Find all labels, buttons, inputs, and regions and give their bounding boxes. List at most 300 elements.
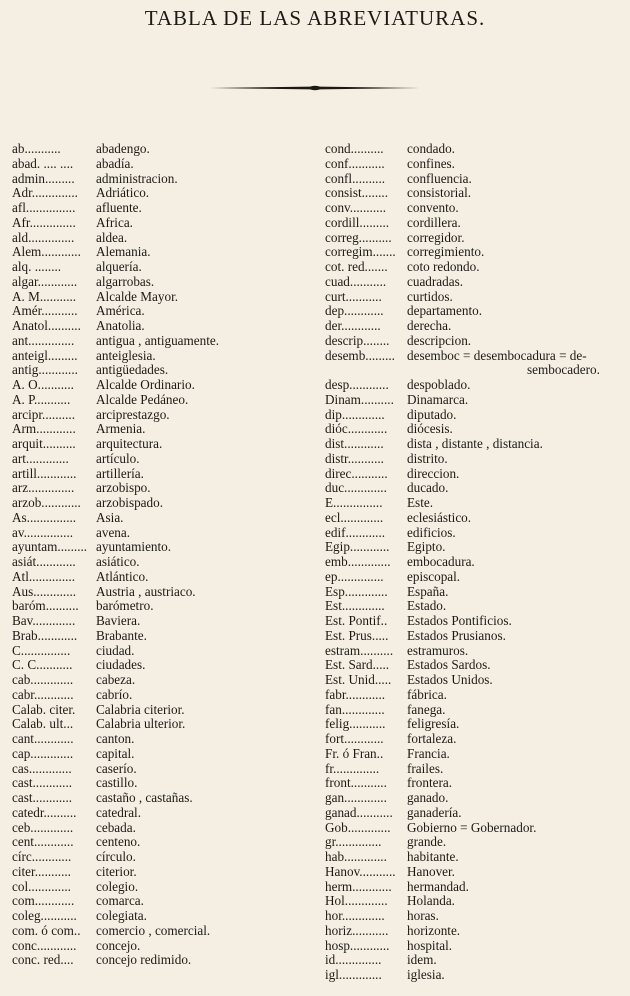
abbreviation-entry bbox=[325, 939, 625, 954]
abbreviation-expansion: capital. bbox=[96, 745, 135, 761]
abbreviation-expansion: artillería. bbox=[96, 465, 144, 481]
abbreviation-expansion: frailes. bbox=[407, 760, 444, 776]
abbreviation: arcipr.......... bbox=[12, 407, 75, 422]
abbreviation-entry bbox=[12, 481, 312, 496]
abbreviation: Hanov........... bbox=[325, 864, 396, 879]
abbreviation-expansion: cordillera. bbox=[407, 214, 461, 230]
abbreviation: confl.......... bbox=[325, 171, 386, 186]
abbreviation: Est. Unid..... bbox=[325, 673, 392, 687]
abbreviation-entry bbox=[12, 304, 312, 319]
abbreviation-entry bbox=[325, 850, 625, 865]
abbreviation-entry bbox=[12, 762, 312, 777]
abbreviation: citer........... bbox=[12, 864, 71, 879]
abbreviation-expansion: artículo. bbox=[96, 450, 140, 466]
abbreviation-expansion: Alcalde Pedáneo. bbox=[96, 391, 189, 407]
abbreviation-expansion: episcopal. bbox=[407, 568, 461, 584]
abbreviation-entry bbox=[12, 467, 312, 482]
abbreviation-expansion: corregimiento. bbox=[407, 244, 485, 260]
abbreviation-entry bbox=[325, 201, 625, 216]
abbreviation: baróm.......... bbox=[12, 599, 79, 614]
abbreviation-entry bbox=[12, 570, 312, 585]
abbreviation-entry bbox=[12, 408, 312, 423]
abbreviation-expansion: diócesis. bbox=[407, 421, 453, 437]
abbreviation: Arm............ bbox=[12, 422, 76, 437]
abbreviation: Egip............ bbox=[325, 540, 390, 555]
abbreviation: afl............... bbox=[12, 201, 76, 215]
abbreviation: cap............. bbox=[12, 746, 74, 761]
abbreviation-entry bbox=[12, 865, 312, 880]
abbreviation-entry bbox=[325, 467, 625, 482]
abbreviation: Anatol.......... bbox=[12, 319, 81, 333]
abbreviation-entry bbox=[12, 334, 312, 349]
abbreviation-expansion: ganado. bbox=[407, 790, 449, 805]
abbreviation-expansion: Alcalde Mayor. bbox=[96, 288, 179, 304]
abbreviation: emb............. bbox=[325, 555, 391, 569]
abbreviation: Est. Prus..... bbox=[325, 628, 389, 643]
abbreviation-entry bbox=[325, 334, 625, 349]
abbreviation-expansion: curtidos. bbox=[407, 288, 453, 304]
abbreviation-entry bbox=[12, 540, 312, 555]
abbreviation-entry bbox=[325, 496, 625, 511]
abbreviation-expansion: algarrobas. bbox=[96, 273, 155, 289]
abbreviation: E............... bbox=[325, 496, 383, 510]
abbreviation-entry bbox=[12, 791, 312, 806]
abbreviation: felig........... bbox=[325, 717, 386, 732]
abbreviation-expansion: arzobispo. bbox=[96, 480, 151, 496]
abbreviation-expansion: antigüedades. bbox=[96, 362, 169, 378]
abbreviation: art............. bbox=[12, 451, 69, 466]
abbreviation: antig............ bbox=[12, 363, 78, 378]
abbreviation-expansion: administracion. bbox=[96, 170, 178, 186]
abbreviation-expansion: distrito. bbox=[407, 450, 448, 466]
abbreviation-entry bbox=[12, 526, 312, 541]
abbreviation: der............ bbox=[325, 319, 381, 333]
abbreviation-expansion: feligresía. bbox=[407, 716, 460, 732]
abbreviation-entry bbox=[325, 821, 625, 836]
abbreviation: arquit.......... bbox=[12, 437, 76, 451]
abbreviation-expansion: dista , distante , distancia. bbox=[407, 436, 543, 451]
abbreviation: fabr............ bbox=[325, 687, 386, 702]
abbreviation-entry bbox=[325, 894, 625, 909]
abbreviation-expansion: ganadería. bbox=[407, 804, 462, 820]
abbreviation: Dinam.......... bbox=[325, 392, 394, 407]
abbreviation-expansion: abadengo. bbox=[96, 141, 150, 156]
abbreviation-expansion: direccion. bbox=[407, 465, 460, 481]
abbreviation-expansion: ciudades. bbox=[96, 657, 146, 673]
abbreviation-entry bbox=[12, 393, 312, 408]
abbreviation: As............... bbox=[12, 510, 77, 525]
abbreviation-entry bbox=[12, 688, 312, 703]
abbreviation-expansion: condado. bbox=[407, 141, 455, 156]
abbreviation-expansion: ciudad. bbox=[96, 642, 135, 658]
abbreviation: dep............ bbox=[325, 304, 384, 319]
abbreviation-entry bbox=[325, 953, 625, 968]
abbreviation: anteigl......... bbox=[12, 348, 78, 363]
abbreviation-entry bbox=[325, 658, 625, 673]
abbreviation-entry bbox=[325, 835, 625, 850]
abbreviation-expansion: colegio. bbox=[96, 878, 139, 894]
abbreviation: C. C........... bbox=[12, 658, 73, 673]
abbreviation-entry bbox=[325, 540, 625, 555]
abbreviation: Fr. ó Fran.. bbox=[325, 746, 384, 761]
abbreviation-entry bbox=[12, 363, 312, 378]
abbreviation-expansion: despoblado. bbox=[407, 377, 471, 392]
title-divider-ornament bbox=[210, 84, 420, 92]
abbreviation-entry bbox=[325, 526, 625, 541]
abbreviation: Brab............ bbox=[12, 628, 78, 643]
abbreviation: admin......... bbox=[12, 171, 75, 186]
abbreviation-entry bbox=[12, 511, 312, 526]
abbreviation-expansion: eclesiástico. bbox=[407, 509, 472, 525]
abbreviation-expansion: grande. bbox=[407, 834, 447, 850]
abbreviation-entry bbox=[12, 703, 312, 718]
abbreviation-expansion: colegiata. bbox=[96, 908, 147, 923]
abbreviation-expansion: comarca. bbox=[96, 893, 144, 909]
abbreviation-entry bbox=[325, 231, 625, 246]
abbreviation-entry bbox=[12, 142, 312, 157]
abbreviation-expansion: Este. bbox=[407, 495, 434, 510]
abbreviation-entry bbox=[325, 216, 625, 231]
abbreviation: conf........... bbox=[325, 156, 385, 171]
abbreviation-expansion: horizonte. bbox=[407, 922, 461, 938]
abbreviation-expansion: cabrío. bbox=[96, 686, 133, 702]
abbreviation-entry bbox=[325, 157, 625, 172]
abbreviation-entry bbox=[325, 260, 625, 275]
abbreviation: Atl.............. bbox=[12, 569, 76, 584]
abbreviation-expansion-continuation: sembocadero. bbox=[527, 362, 600, 378]
abbreviation-expansion: América. bbox=[96, 303, 145, 319]
abbreviation-entry bbox=[325, 186, 625, 201]
abbreviation-expansion: Estados Sardos. bbox=[407, 657, 491, 673]
abbreviation-entry bbox=[12, 319, 312, 334]
abbreviation-entry bbox=[325, 349, 625, 364]
abbreviation: Est............. bbox=[325, 599, 385, 614]
abbreviation-expansion: edificios. bbox=[407, 524, 456, 540]
abbreviation-expansion: cebada. bbox=[96, 819, 136, 835]
abbreviation: ecl............. bbox=[325, 510, 384, 525]
abbreviation-entry bbox=[325, 585, 625, 600]
abbreviation-expansion: ayuntamiento. bbox=[96, 539, 172, 555]
abbreviation: conc............ bbox=[12, 938, 77, 953]
abbreviation: correg.......... bbox=[325, 230, 392, 245]
abbreviation-expansion: diputado. bbox=[407, 406, 457, 422]
abbreviation: horiz........... bbox=[325, 923, 389, 938]
abbreviation: Aus............. bbox=[12, 584, 77, 599]
abbreviation: hor............. bbox=[325, 909, 385, 923]
abbreviation-entry bbox=[325, 599, 625, 614]
abbreviation-expansion: frontera. bbox=[407, 775, 453, 791]
abbreviation-entry bbox=[325, 378, 625, 393]
abbreviation-expansion: catedral. bbox=[96, 804, 142, 820]
abbreviation-entry bbox=[325, 481, 625, 496]
abbreviation-entry bbox=[325, 555, 625, 570]
abbreviation: col............. bbox=[12, 879, 71, 894]
abbreviation-entry bbox=[12, 245, 312, 260]
abbreviation-entry bbox=[12, 157, 312, 172]
abbreviation-expansion: concejo. bbox=[96, 937, 141, 953]
abbreviation-entry bbox=[12, 186, 312, 201]
abbreviation: cab............. bbox=[12, 673, 74, 687]
abbreviation-expansion: alquería. bbox=[96, 259, 142, 274]
abbreviation: cast............ bbox=[12, 776, 73, 791]
abbreviation-entry bbox=[12, 644, 312, 659]
abbreviation-expansion: Baviera. bbox=[96, 613, 141, 628]
abbreviation-entry bbox=[325, 865, 625, 880]
abbreviation-entry bbox=[12, 776, 312, 791]
abbreviation-entry bbox=[12, 201, 312, 216]
abbreviation: C............... bbox=[12, 643, 71, 658]
abbreviation-entry bbox=[12, 747, 312, 762]
abbreviation: ald.............. bbox=[12, 230, 75, 245]
abbreviation: Gob............. bbox=[325, 820, 391, 835]
abbreviation-entry bbox=[12, 422, 312, 437]
abbreviation-expansion: centeno. bbox=[96, 834, 141, 850]
abbreviation: ep.............. bbox=[325, 569, 384, 584]
abbreviation-entry bbox=[325, 172, 625, 187]
abbreviation-entry bbox=[325, 437, 625, 452]
abbreviation-expansion: arciprestazgo. bbox=[96, 406, 170, 422]
abbreviation: hab............. bbox=[325, 850, 387, 864]
abbreviation-expansion: Hanover. bbox=[407, 863, 455, 879]
abbreviation-expansion: descripcion. bbox=[407, 332, 472, 348]
abbreviation: Afr.............. bbox=[12, 215, 76, 230]
abbreviation-entry bbox=[325, 776, 625, 791]
abbreviation-entry bbox=[12, 909, 312, 924]
abbreviation-expansion: fábrica. bbox=[407, 686, 447, 702]
abbreviation-expansion: concejo redimido. bbox=[96, 952, 192, 968]
abbreviation: av............... bbox=[12, 525, 74, 540]
abbreviation: cabr............ bbox=[12, 687, 74, 702]
abbreviation: Esp............. bbox=[325, 584, 388, 599]
abbreviation-entry bbox=[12, 953, 312, 968]
abbreviation-entry bbox=[12, 894, 312, 909]
abbreviation: ab........... bbox=[12, 142, 61, 156]
abbreviation-entry bbox=[12, 599, 312, 614]
abbreviation-entry bbox=[12, 924, 312, 939]
abbreviation-expansion: consistorial. bbox=[407, 185, 472, 201]
abbreviation: cent............ bbox=[12, 835, 74, 850]
abbreviation-expansion: habitante. bbox=[407, 849, 459, 864]
abbreviation-entry bbox=[325, 570, 625, 585]
abbreviation-expansion: convento. bbox=[407, 200, 459, 215]
abbreviation-expansion: Alemania. bbox=[96, 244, 151, 260]
abbreviation: fan............. bbox=[325, 702, 385, 717]
abbreviation-expansion: asiático. bbox=[96, 554, 140, 569]
abbreviation-expansion: avena. bbox=[96, 524, 131, 540]
abbreviation: herm............ bbox=[325, 879, 392, 894]
abbreviation-entry bbox=[325, 762, 625, 777]
abbreviation-entry bbox=[325, 290, 625, 305]
abbreviation: catedr.......... bbox=[12, 805, 77, 820]
abbreviation-entry bbox=[325, 452, 625, 467]
abbreviation-entry bbox=[12, 835, 312, 850]
abbreviation-expansion: corregidor. bbox=[407, 229, 465, 245]
abbreviation: cordill......... bbox=[325, 215, 390, 230]
abbreviation-expansion: iglesia. bbox=[407, 967, 445, 982]
abbreviation-expansion: Francia. bbox=[407, 745, 450, 761]
abbreviation: círc............ bbox=[12, 850, 72, 864]
abbreviation-entry bbox=[325, 304, 625, 319]
abbreviation-entry bbox=[12, 821, 312, 836]
abbreviation-expansion: Estados Pontificios. bbox=[407, 613, 512, 628]
abbreviation: coleg........... bbox=[12, 909, 77, 923]
abbreviation: dist............ bbox=[325, 437, 384, 451]
abbreviation-expansion: embocadura. bbox=[407, 554, 475, 569]
abbreviation-entry bbox=[325, 275, 625, 290]
abbreviation-entry bbox=[325, 422, 625, 437]
abbreviation: Calab. ult... bbox=[12, 717, 74, 732]
abbreviation: edif............ bbox=[325, 525, 386, 540]
abbreviation: cond.......... bbox=[325, 142, 384, 156]
abbreviation-expansion: aldea. bbox=[96, 229, 128, 245]
abbreviation-entry bbox=[12, 880, 312, 895]
page-title: TABLA DE LAS ABREVIATURAS. bbox=[144, 6, 486, 30]
abbreviation: com............ bbox=[12, 894, 75, 909]
abbreviation-entry bbox=[12, 216, 312, 231]
abbreviation: fr.............. bbox=[325, 761, 380, 776]
abbreviation-expansion: derecha. bbox=[407, 318, 452, 333]
abbreviation-expansion: confines. bbox=[407, 155, 455, 171]
abbreviation: arzob............ bbox=[12, 496, 81, 510]
abbreviation-entry bbox=[12, 717, 312, 732]
abbreviation-expansion: afluente. bbox=[96, 200, 142, 215]
abbreviation-entry bbox=[325, 511, 625, 526]
abbreviation-expansion: citerior. bbox=[96, 863, 137, 879]
abbreviation: Est. Pontif.. bbox=[325, 614, 388, 628]
abbreviation: Adr.............. bbox=[12, 186, 78, 201]
abbreviation: desemb......... bbox=[325, 348, 395, 363]
abbreviation: cuad........... bbox=[325, 274, 387, 289]
abbreviation: dip............. bbox=[325, 407, 385, 422]
abbreviation-expansion: hospital. bbox=[407, 937, 453, 953]
abbreviation-entry bbox=[325, 806, 625, 821]
abbreviation: cot. red....... bbox=[325, 260, 388, 274]
abbreviation-expansion: desemboc = desembocadura = de- bbox=[407, 347, 587, 363]
abbreviation-expansion: ducado. bbox=[407, 480, 449, 496]
abbreviation-expansion: arquitectura. bbox=[96, 436, 163, 451]
abbreviation: gr.............. bbox=[325, 835, 382, 850]
abbreviation: A. P........... bbox=[12, 392, 71, 407]
abbreviation-expansion: Africa. bbox=[96, 214, 133, 230]
abbreviation: duc............. bbox=[325, 481, 387, 496]
abbreviation-entry bbox=[325, 688, 625, 703]
abbreviation-expansion: barómetro. bbox=[96, 598, 154, 614]
abbreviation-entry bbox=[325, 703, 625, 718]
abbreviation: A. M........... bbox=[12, 289, 77, 304]
abbreviation-expansion: canton. bbox=[96, 731, 135, 746]
abbreviation: ganad........... bbox=[325, 805, 393, 820]
abbreviation-expansion: Calabria ulterior. bbox=[96, 716, 186, 732]
abbreviation: ayuntam......... bbox=[12, 540, 88, 555]
abbreviation-expansion: coto redondo. bbox=[407, 259, 480, 274]
abbreviation-expansion: Holanda. bbox=[407, 893, 455, 909]
abbreviation: com. ó com.. bbox=[12, 923, 81, 938]
abbreviation-expansion: Estado. bbox=[407, 598, 447, 614]
abbreviation-expansion: Calabria citerior. bbox=[96, 701, 185, 717]
abbreviation-expansion: departamento. bbox=[407, 303, 483, 319]
abbreviation-entry bbox=[12, 850, 312, 865]
abbreviation-column-right bbox=[325, 142, 625, 983]
abbreviation-entry bbox=[325, 393, 625, 408]
abbreviation: descrip........ bbox=[325, 333, 390, 348]
abbreviation-entry bbox=[325, 717, 625, 732]
abbreviation: A. O........... bbox=[12, 378, 74, 392]
abbreviation-column-left bbox=[12, 142, 312, 968]
abbreviation: Alem............ bbox=[12, 245, 81, 260]
abbreviation-expansion: Alcalde Ordinario. bbox=[96, 377, 195, 392]
abbreviation-expansion: círculo. bbox=[96, 849, 136, 864]
abbreviation-expansion: hermandad. bbox=[407, 878, 469, 894]
abbreviation: conv........... bbox=[325, 201, 387, 215]
abbreviation: corregim....... bbox=[325, 245, 396, 260]
abbreviation-expansion: Estados Prusianos. bbox=[407, 627, 506, 643]
abbreviation-entry bbox=[325, 747, 625, 762]
abbreviation-expansion: España. bbox=[407, 583, 449, 599]
abbreviation-entry bbox=[12, 939, 312, 954]
abbreviation: curt........... bbox=[325, 289, 382, 304]
abbreviation-entry bbox=[12, 658, 312, 673]
abbreviation: asiát............ bbox=[12, 555, 76, 569]
abbreviation-entry bbox=[325, 142, 625, 157]
abbreviation-entry bbox=[12, 290, 312, 305]
abbreviation-expansion: abadía. bbox=[96, 155, 134, 171]
abbreviation-expansion: castaño , castañas. bbox=[96, 790, 193, 805]
abbreviation-expansion: castillo. bbox=[96, 775, 138, 791]
abbreviation-entry bbox=[325, 791, 625, 806]
abbreviation: cant............ bbox=[12, 732, 74, 746]
abbreviation-expansion: Atlántico. bbox=[96, 568, 149, 584]
abbreviation-expansion: fortaleza. bbox=[407, 731, 457, 746]
abbreviation-entry bbox=[12, 452, 312, 467]
abbreviation-entry bbox=[325, 319, 625, 334]
abbreviation-expansion: idem. bbox=[407, 952, 437, 968]
abbreviation: estram.......... bbox=[325, 643, 394, 658]
abbreviation: Bav............. bbox=[12, 614, 76, 628]
abbreviation-entry bbox=[325, 924, 625, 939]
abbreviation-entry bbox=[12, 555, 312, 570]
abbreviation: alq. ........ bbox=[12, 260, 62, 274]
abbreviation: Est. Sard..... bbox=[325, 658, 390, 673]
abbreviation-expansion: Armenia. bbox=[96, 421, 146, 437]
abbreviation-expansion: confluencia. bbox=[407, 170, 472, 186]
abbreviation: ceb............. bbox=[12, 820, 74, 835]
abbreviation: fort............ bbox=[325, 732, 384, 746]
abbreviation-expansion: arzobispado. bbox=[96, 495, 164, 510]
abbreviation-entry bbox=[12, 349, 312, 364]
abbreviation-entry bbox=[12, 585, 312, 600]
abbreviation: Amér........... bbox=[12, 304, 78, 319]
abbreviation: Calab. citer. bbox=[12, 702, 76, 717]
abbreviation-entry bbox=[12, 275, 312, 290]
abbreviation-entry bbox=[12, 673, 312, 688]
abbreviation-entry bbox=[12, 806, 312, 821]
abbreviation-expansion: cabeza. bbox=[96, 672, 136, 687]
abbreviation-expansion: anteiglesia. bbox=[96, 347, 156, 363]
abbreviation-entry bbox=[325, 880, 625, 895]
abbreviation-entry bbox=[325, 614, 625, 629]
abbreviation-entry bbox=[325, 644, 625, 659]
abbreviation: artill............ bbox=[12, 466, 77, 481]
abbreviation-entry bbox=[325, 909, 625, 924]
abbreviation-entry bbox=[325, 245, 625, 260]
abbreviation: consist........ bbox=[325, 186, 389, 201]
abbreviation-entry bbox=[12, 496, 312, 511]
abbreviation: distr........... bbox=[325, 451, 384, 466]
abbreviation-expansion: Egipto. bbox=[407, 539, 446, 555]
abbreviation-expansion: horas. bbox=[407, 908, 439, 923]
abbreviation-expansion: Estados Unidos. bbox=[407, 672, 493, 687]
abbreviation-entry bbox=[325, 673, 625, 688]
